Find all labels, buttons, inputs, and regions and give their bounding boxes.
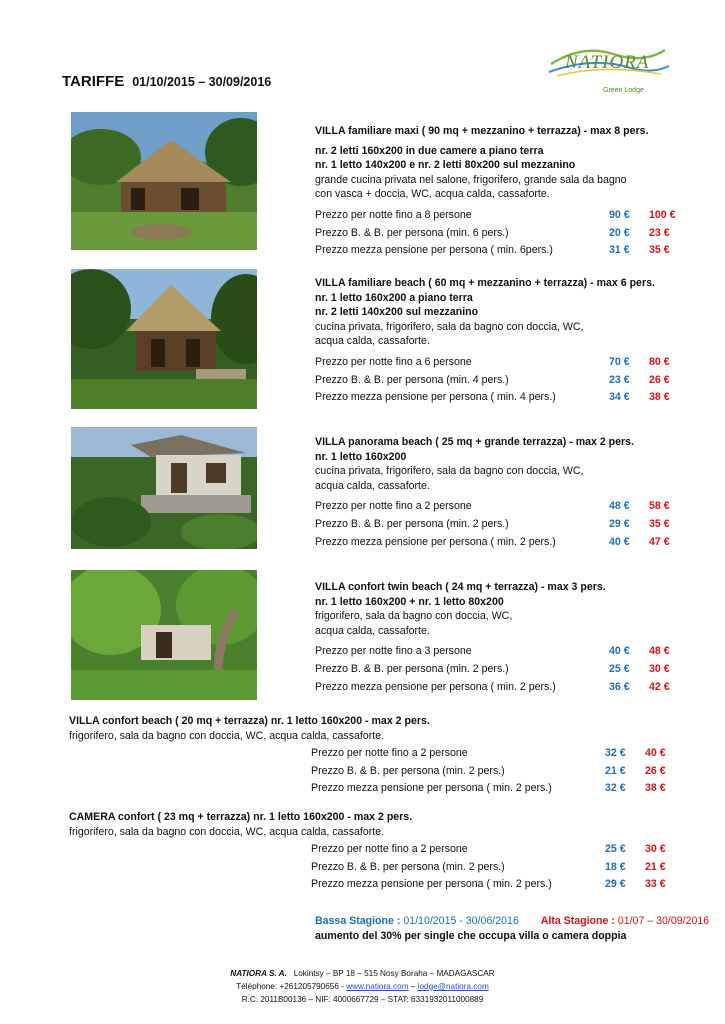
price-label: Prezzo mezza pensione per persona ( min. 2 pers.) xyxy=(311,782,552,795)
validity-dates: 01/10/2015 – 30/09/2016 xyxy=(132,75,272,89)
price-table xyxy=(315,355,695,408)
villa-block xyxy=(315,435,695,552)
price-label: Prezzo B. & B. per persona (min. 2 pers.) xyxy=(315,517,509,530)
desc-line: cucina privata, frigorifero, sala da bagno con doccia, WC, xyxy=(315,465,584,478)
phone: Téléphone: +261205790656 - xyxy=(236,982,344,991)
price-label: Prezzo B. & B. per persona (min. 4 pers.) xyxy=(315,373,509,386)
price-high: 35 € xyxy=(649,244,670,257)
villa-title: VILLA familiare maxi ( 90 mq + mezzanino + terrazza) - max 8 pers. xyxy=(315,125,649,137)
footer-address-line xyxy=(0,967,725,980)
villa-confort-twin-photo xyxy=(71,570,257,700)
price-row xyxy=(315,499,695,517)
footer-contact-line xyxy=(0,980,725,993)
price-high: 47 € xyxy=(649,535,670,548)
price-low: 23 € xyxy=(609,373,630,386)
desc-line: frigorifero, sala da bagno con doccia, WC, acqua calda, cassaforte. xyxy=(69,825,385,838)
low-season-dates: 01/10/2015 - 30/06/2016 xyxy=(403,915,519,927)
price-low: 34 € xyxy=(609,391,630,404)
desc-line: frigorifero, sala da bagno con doccia, WC, xyxy=(315,610,513,623)
price-low: 90 € xyxy=(609,208,630,221)
price-high: 33 € xyxy=(645,878,666,891)
price-row xyxy=(315,662,695,680)
price-label: Prezzo per notte fino a 2 persone xyxy=(311,843,468,856)
price-row xyxy=(311,860,689,878)
bed-line: nr. 1 letto 160x200 a piano terra xyxy=(315,291,473,304)
desc-line: cucina privata, frigorifero, sala da bagno con doccia, WC, xyxy=(315,320,584,333)
price-row xyxy=(315,226,695,244)
price-table xyxy=(315,208,695,261)
separator: – xyxy=(410,982,416,991)
price-label: Prezzo per notte fino a 8 persone xyxy=(315,208,472,221)
svg-text:Green Lodge: Green Lodge xyxy=(603,87,644,94)
price-high: 30 € xyxy=(645,843,666,856)
price-high: 26 € xyxy=(645,764,666,777)
website-link[interactable]: www.natiora.com xyxy=(346,982,409,991)
high-season-label: Alta Stagione : xyxy=(540,915,615,927)
villa-block xyxy=(315,580,695,697)
price-low: 31 € xyxy=(609,244,630,257)
price-label: Prezzo mezza pensione per persona ( min. 2 pers.) xyxy=(315,680,556,693)
season-line xyxy=(315,914,709,929)
bed-line: nr. 1 letto 140x200 e nr. 2 letti 80x200 sul mezzanino xyxy=(315,159,576,172)
villa-block xyxy=(315,124,695,261)
price-label: Prezzo per notte fino a 3 persone xyxy=(315,645,472,658)
villa-title: VILLA panorama beach ( 25 mq + grande terrazza) - max 2 pers. xyxy=(315,436,634,448)
price-high: 23 € xyxy=(649,226,670,239)
price-table xyxy=(311,746,689,799)
price-table xyxy=(311,842,689,895)
price-label: Prezzo mezza pensione per persona ( min. 4 pers.) xyxy=(315,391,556,404)
price-row xyxy=(311,781,689,799)
price-row xyxy=(311,764,689,782)
low-season-label: Bassa Stagione : xyxy=(315,915,401,927)
price-low: 21 € xyxy=(605,764,626,777)
desc-line: acqua calda, cassaforte. xyxy=(315,335,430,348)
villa-title: VILLA familiare beach ( 60 mq + mezzanino + terrazza) - max 6 pers. xyxy=(315,277,655,289)
price-low: 48 € xyxy=(609,500,630,513)
price-label: Prezzo per notte fino a 6 persone xyxy=(315,355,472,368)
price-high: 100 € xyxy=(649,208,676,221)
price-low: 25 € xyxy=(609,662,630,675)
legal-info: R.C. 2011B00136 – NIF: 4000667729 – STAT: 6331932011000889 xyxy=(241,995,484,1004)
bed-line: nr. 2 letti 140x200 sul mezzanino xyxy=(315,306,479,319)
villa-block xyxy=(315,276,695,408)
villa-maxi-photo xyxy=(71,112,257,250)
page-title xyxy=(62,73,271,90)
price-low: 32 € xyxy=(605,747,626,760)
single-surcharge-note: aumento del 30% per single che occupa villa o camera doppia xyxy=(315,930,627,942)
price-high: 48 € xyxy=(649,645,670,658)
desc-line: grande cucina privata nel salone, frigorifero, grande sala da bagno xyxy=(315,173,627,186)
email-link[interactable]: lodge@natiora.com xyxy=(417,982,489,991)
camera-confort-block xyxy=(69,810,689,895)
bed-line: nr. 1 letto 160x200 xyxy=(315,450,407,463)
price-low: 36 € xyxy=(609,680,630,693)
natiora-logo xyxy=(543,36,673,98)
price-label: Prezzo B. & B. per persona (min. 6 pers.) xyxy=(315,226,509,239)
price-row xyxy=(311,877,689,895)
price-low: 29 € xyxy=(609,517,630,530)
villa-confort-beach-block xyxy=(69,714,689,799)
price-low: 20 € xyxy=(609,226,630,239)
villa-title: VILLA confort beach ( 20 mq + terrazza) nr. 1 letto 160x200 - max 2 pers. xyxy=(69,715,430,727)
price-label: Prezzo per notte fino a 2 persone xyxy=(311,747,468,760)
high-season-dates: 01/07 – 30/09/2016 xyxy=(617,915,710,927)
desc-line: acqua calda, cassaforte. xyxy=(315,479,430,492)
company-address: Lokintsy – BP 18 – 515 Nosy Boraha – MADAGASCAR xyxy=(293,969,495,978)
desc-line: frigorifero, sala da bagno con doccia, WC, acqua calda, cassaforte. xyxy=(69,729,385,742)
price-low: 18 € xyxy=(605,860,626,873)
price-row xyxy=(315,680,695,698)
price-row xyxy=(311,746,689,764)
price-high: 38 € xyxy=(645,782,666,795)
price-low: 70 € xyxy=(609,355,630,368)
price-row xyxy=(315,208,695,226)
desc-line: acqua calda, cassaforte. xyxy=(315,624,430,637)
price-row xyxy=(315,535,695,553)
price-high: 38 € xyxy=(649,391,670,404)
price-high: 42 € xyxy=(649,680,670,693)
bed-line: nr. 2 letti 160x200 in due camere a piano terra xyxy=(315,144,544,157)
price-label: Prezzo B. & B. per persona (min. 2 pers.) xyxy=(311,860,505,873)
price-high: 30 € xyxy=(649,662,670,675)
company-name: NATIORA S. A. xyxy=(230,969,287,978)
price-table xyxy=(315,644,695,697)
villa-familiare-beach-photo xyxy=(71,269,257,409)
price-row xyxy=(315,390,695,408)
bed-line: nr. 1 letto 160x200 + nr. 1 letto 80x200 xyxy=(315,595,504,608)
price-low: 40 € xyxy=(609,645,630,658)
season-info xyxy=(315,914,709,944)
svg-text:NATIORA: NATIORA xyxy=(565,52,650,73)
price-low: 25 € xyxy=(605,843,626,856)
price-row xyxy=(315,644,695,662)
price-low: 40 € xyxy=(609,535,630,548)
price-row xyxy=(311,842,689,860)
villa-title: VILLA confort twin beach ( 24 mq + terrazza) - max 3 pers. xyxy=(315,581,606,593)
desc-line: con vasca + doccia, WC, acqua calda, cassaforte. xyxy=(315,188,550,201)
price-label: Prezzo mezza pensione per persona ( min. 2 pers.) xyxy=(315,535,556,548)
price-low: 32 € xyxy=(605,782,626,795)
price-table xyxy=(315,499,695,552)
price-high: 58 € xyxy=(649,500,670,513)
title-text: TARIFFE xyxy=(62,73,125,90)
price-label: Prezzo mezza pensione per persona ( min. 6pers.) xyxy=(315,244,553,257)
price-high: 21 € xyxy=(645,860,666,873)
price-row xyxy=(315,243,695,261)
footer xyxy=(0,967,725,1006)
price-row xyxy=(315,373,695,391)
price-label: Prezzo B. & B. per persona (min. 2 pers.) xyxy=(315,662,509,675)
villa-panorama-beach-photo xyxy=(71,427,257,549)
villa-title: CAMERA confort ( 23 mq + terrazza) nr. 1 letto 160x200 - max 2 pers. xyxy=(69,811,413,823)
price-high: 26 € xyxy=(649,373,670,386)
price-high: 35 € xyxy=(649,517,670,530)
price-label: Prezzo per notte fino a 2 persone xyxy=(315,500,472,513)
price-label: Prezzo B. & B. per persona (min. 2 pers.) xyxy=(311,764,505,777)
price-high: 80 € xyxy=(649,355,670,368)
price-row xyxy=(315,355,695,373)
price-low: 29 € xyxy=(605,878,626,891)
price-high: 40 € xyxy=(645,747,666,760)
price-row xyxy=(315,517,695,535)
price-label: Prezzo mezza pensione per persona ( min. 2 pers.) xyxy=(311,878,552,891)
